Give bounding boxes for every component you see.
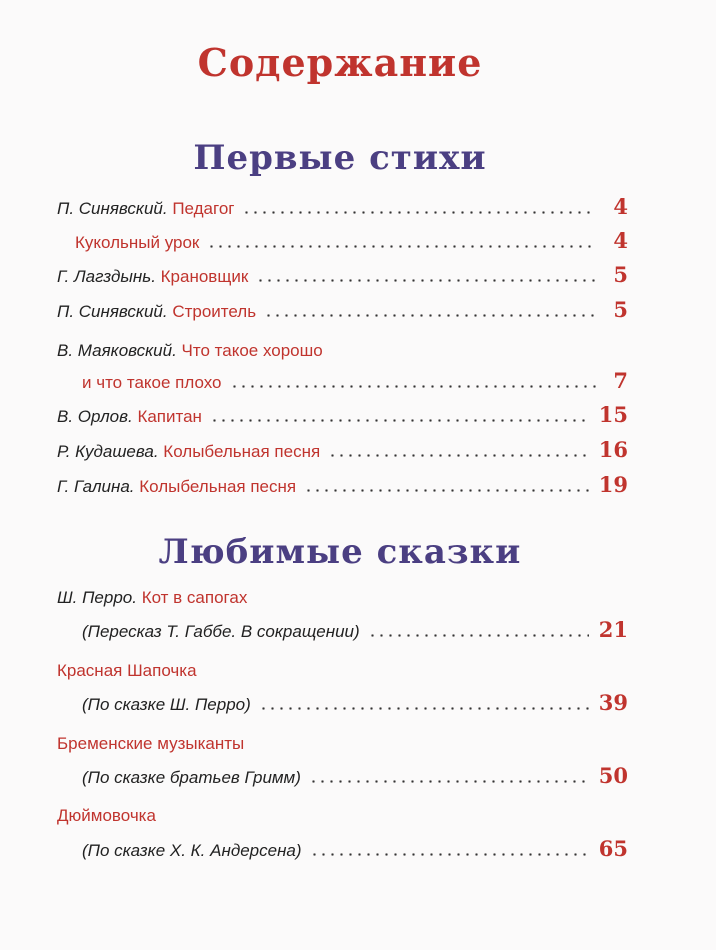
toc-entry[interactable] — [0, 336, 716, 366]
page-number: 7 — [613, 368, 628, 393]
entry-text — [82, 368, 222, 398]
entry-text — [57, 297, 256, 327]
entry-author: Р. Кудашева. — [57, 442, 164, 461]
entry-note: (По сказке Х. К. Андерсена) — [82, 841, 302, 860]
toc-entry[interactable] — [0, 228, 716, 258]
toc-entry[interactable] — [0, 801, 716, 831]
toc-entry[interactable] — [0, 763, 716, 793]
toc-entry[interactable] — [0, 583, 716, 613]
page-number: 19 — [598, 472, 628, 497]
page-number: 16 — [598, 437, 628, 462]
page-number: 65 — [598, 836, 628, 861]
page-number: 4 — [613, 228, 628, 253]
page-number: 39 — [598, 690, 628, 715]
entry-title: Колыбельная песня — [163, 442, 321, 461]
toc-entry[interactable] — [0, 437, 716, 467]
dot-leader — [210, 419, 589, 422]
page-number: 50 — [598, 763, 628, 788]
entry-author: П. Синявский. — [57, 199, 173, 218]
entry-author: П. Синявский. — [57, 302, 173, 321]
entry-text — [57, 729, 244, 759]
entry-title: Кукольный урок — [75, 233, 200, 252]
entry-title: Бременские музыканты — [57, 734, 245, 753]
toc-entry[interactable] — [0, 402, 716, 432]
entry-title: и что такое плохо — [82, 373, 222, 392]
section-title-tales: Любимые сказки — [158, 532, 522, 572]
toc-entry[interactable] — [0, 262, 716, 292]
entry-title: Крановщик — [160, 267, 249, 286]
page-number: 5 — [613, 297, 628, 322]
toc-entry[interactable] — [0, 194, 716, 224]
entry-text — [57, 194, 234, 224]
entry-title: Колыбельная песня — [139, 477, 297, 496]
dot-leader — [310, 853, 589, 856]
entry-note: (По сказке Ш. Перро) — [82, 695, 251, 714]
entry-title: Кот в сапогах — [141, 588, 248, 607]
entry-text — [57, 656, 197, 686]
entry-title: Строитель — [172, 302, 257, 321]
dot-leader — [207, 245, 596, 248]
toc-entry[interactable] — [0, 368, 716, 398]
entry-note: (Пересказ Т. Габбе. В сокращении) — [82, 622, 360, 641]
dot-leader — [259, 707, 589, 710]
dot-leader — [304, 489, 589, 492]
entry-note: (По сказке братьев Гримм) — [82, 768, 301, 787]
entry-author: Ш. Перро. — [57, 588, 142, 607]
entry-text — [82, 763, 301, 793]
entry-title: Педагог — [172, 199, 235, 218]
entry-text — [57, 472, 296, 502]
dot-leader — [264, 314, 596, 317]
dot-leader — [368, 634, 589, 637]
entry-text — [57, 437, 320, 467]
entry-title: Дюймовочка — [57, 806, 156, 825]
entry-title: Что такое хорошо — [181, 341, 323, 360]
entry-text — [75, 228, 199, 258]
entry-text — [82, 617, 360, 647]
dot-leader — [230, 385, 596, 388]
page-number: 5 — [613, 262, 628, 287]
page-title: Содержание — [197, 40, 483, 85]
entry-author: Г. Лагздынь. — [57, 267, 161, 286]
toc-entry[interactable] — [0, 617, 716, 647]
toc-entry[interactable] — [0, 297, 716, 327]
entry-title: Красная Шапочка — [57, 661, 197, 680]
entry-text — [57, 262, 248, 292]
dot-leader — [256, 279, 596, 282]
page-number: 15 — [598, 402, 628, 427]
entry-author: В. Орлов. — [57, 407, 138, 426]
entry-text — [57, 801, 156, 831]
entry-text — [82, 690, 251, 720]
entry-text — [57, 583, 247, 613]
entry-text — [82, 836, 302, 866]
dot-leader — [242, 211, 596, 214]
entry-author: Г. Галина. — [57, 477, 140, 496]
page-number: 4 — [613, 194, 628, 219]
dot-leader — [309, 780, 589, 783]
entry-title: Капитан — [137, 407, 202, 426]
toc-entry[interactable] — [0, 729, 716, 759]
entry-author: В. Маяковский. — [57, 341, 182, 360]
page-number: 21 — [598, 617, 628, 642]
dot-leader — [328, 454, 589, 457]
section-title-poems: Первые стихи — [193, 138, 487, 178]
toc-entry[interactable] — [0, 656, 716, 686]
toc-entry[interactable] — [0, 472, 716, 502]
toc-entry[interactable] — [0, 690, 716, 720]
toc-entry[interactable] — [0, 836, 716, 866]
entry-text — [57, 402, 202, 432]
entry-text — [57, 336, 323, 366]
